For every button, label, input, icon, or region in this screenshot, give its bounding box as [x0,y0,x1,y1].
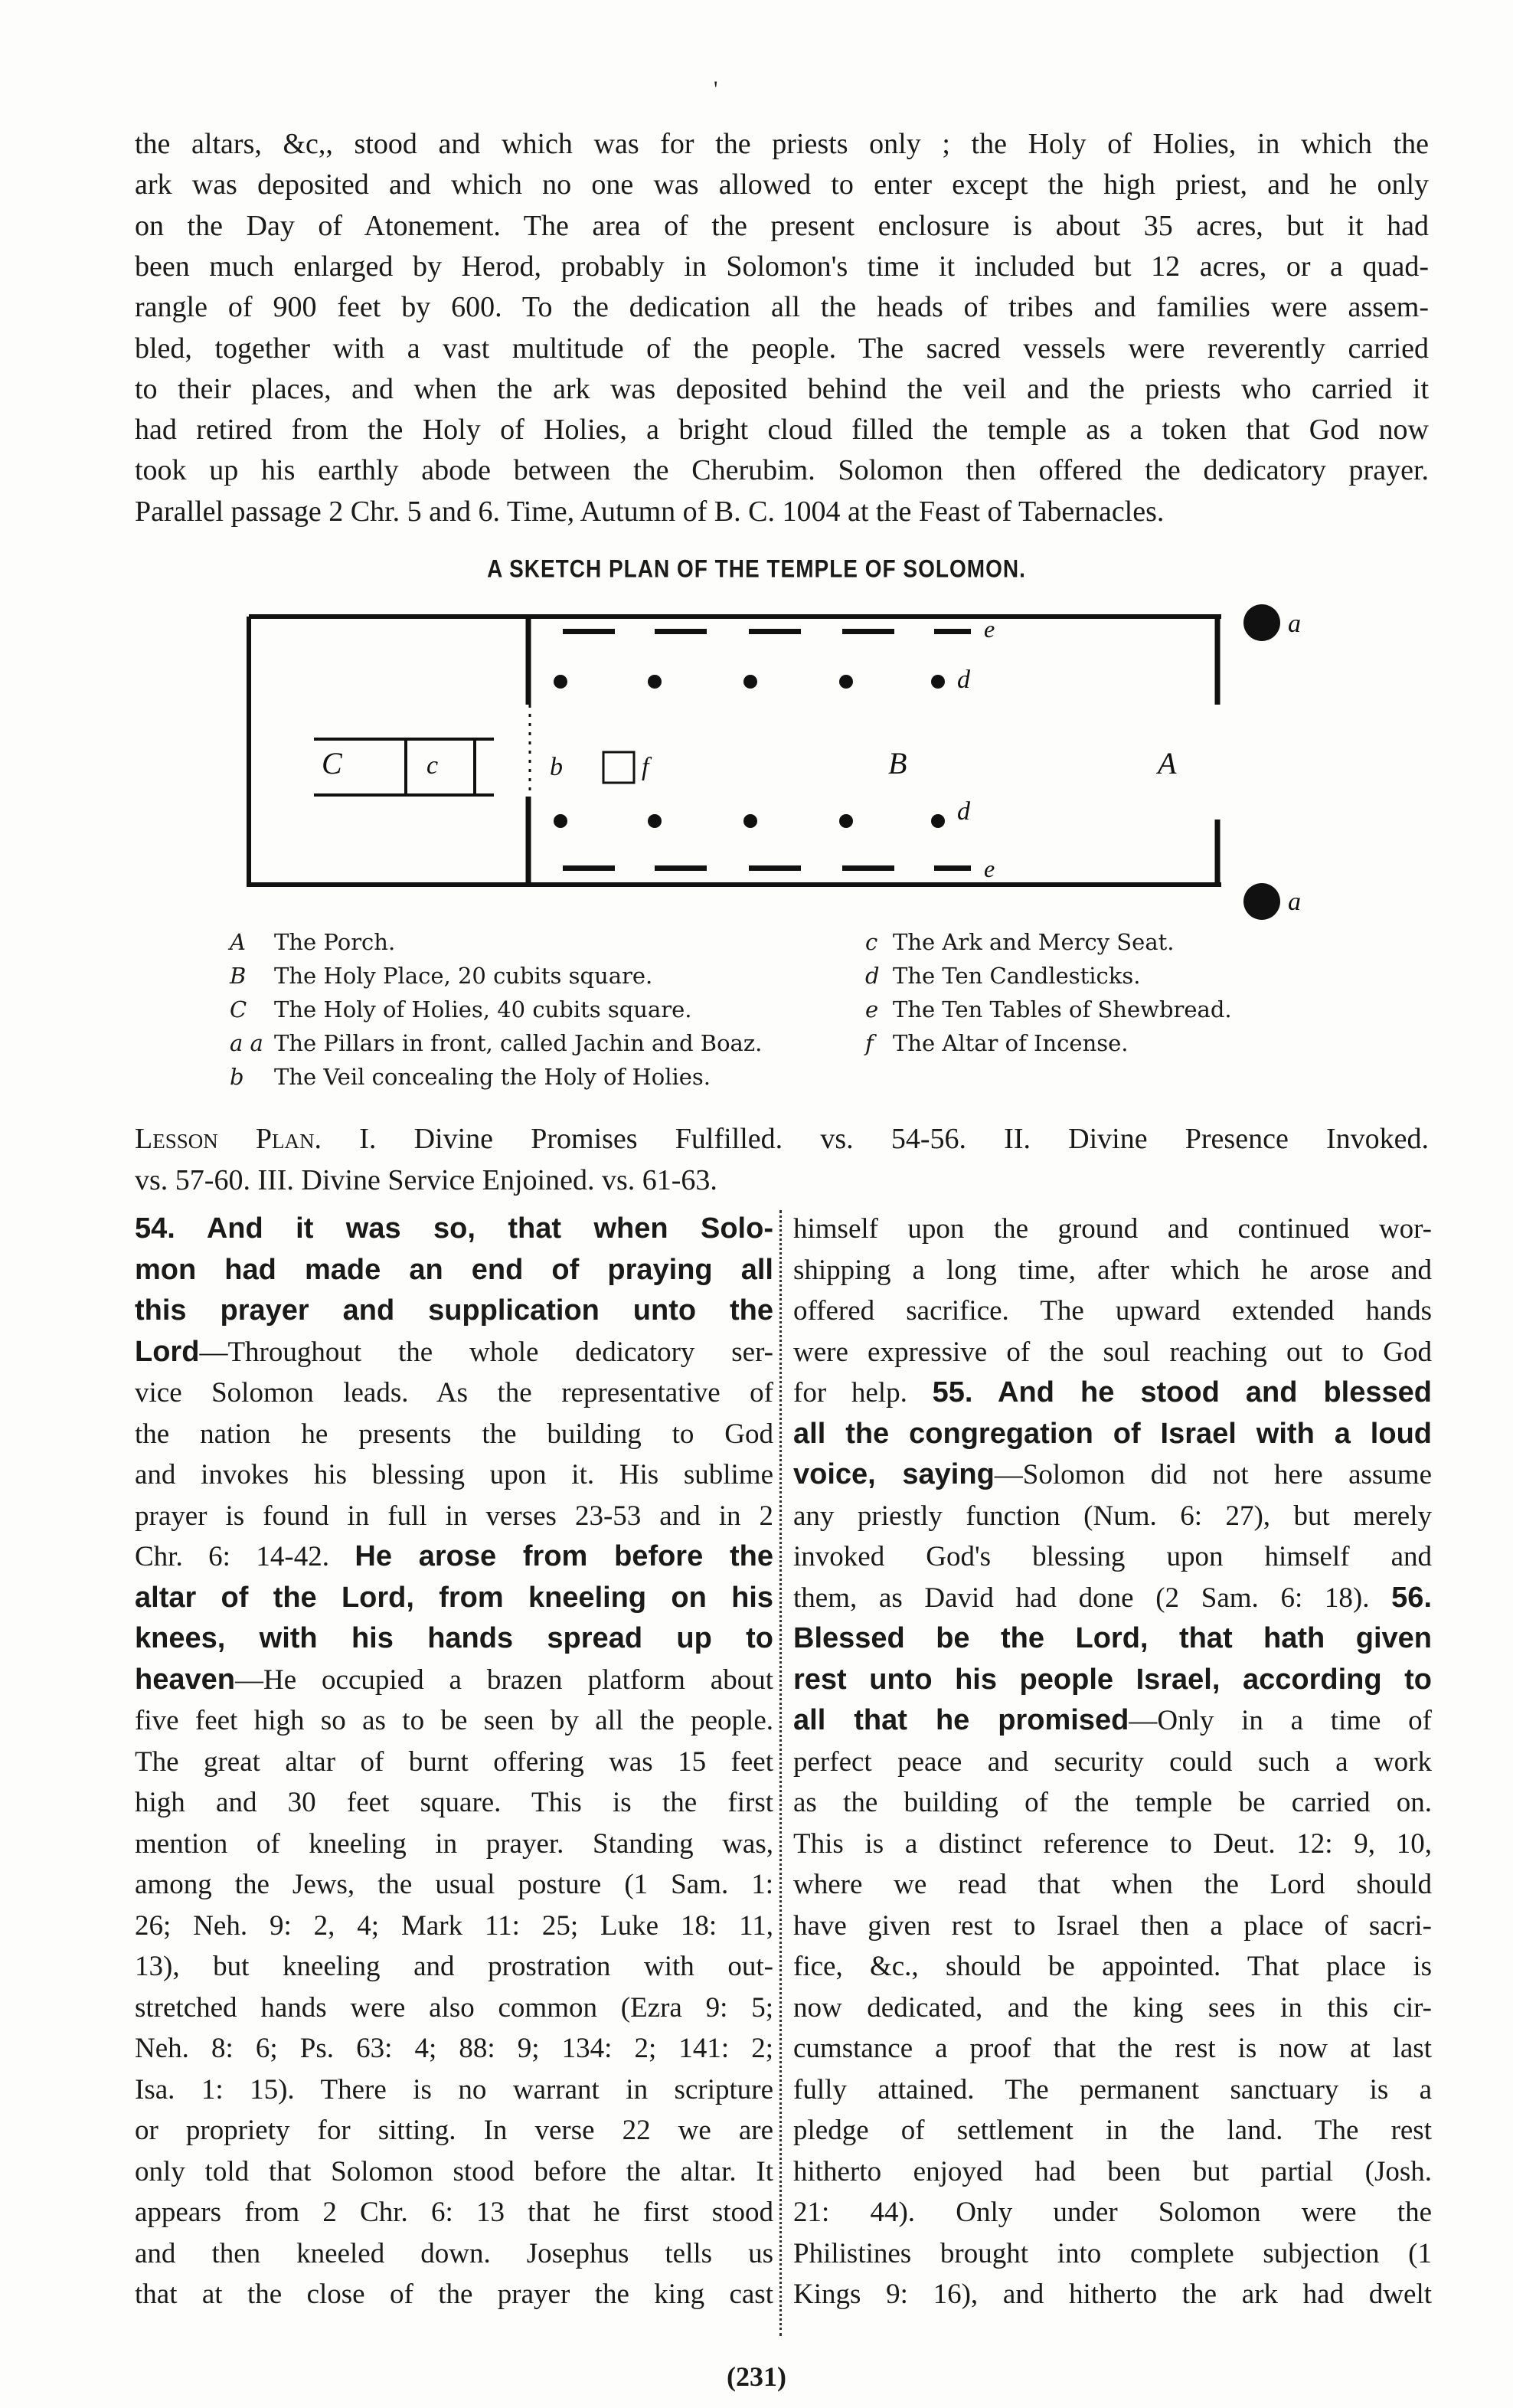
commentary-text: hitherto enjoyed had been but partial (Josh. [793,2155,1432,2187]
legend-row: a a The Pillars in front, called Jachin and Boaz. [230,1030,763,1056]
intro-line: rangle of 900 feet by 600. To the dedication all the heads of tribes and families were assem- [135,291,1429,324]
bold-verse-text: Blessed be the Lord, that hath given [793,1622,1432,1654]
column-line [135,1209,773,1250]
commentary-text: —He occupied a brazen platform about [234,1664,773,1696]
column-line [793,1536,1432,1578]
bold-verse-text: all that he promised [793,1704,1129,1736]
bold-verse-text: knees, with his hands spread up to [135,1622,773,1654]
column-line [135,1618,773,1660]
column-line [135,1454,773,1496]
commentary-text: fice, &c., should be appointed. That place is [793,1951,1432,1982]
commentary-text: the nation he presents the building to God [135,1418,773,1450]
intro-line: to their places, and when the ark was deposited behind the veil and the priests who carried it [135,372,1429,405]
commentary-text: shipping a long time, after which he arose and [793,1254,1432,1286]
commentary-text: and invokes his blessing upon it. His sublime [135,1459,773,1490]
column-line [135,1496,773,1537]
column-line [135,1946,773,1988]
commentary-text: The great altar of burnt offering was 15 feet [135,1745,773,1778]
bold-verse-text: heaven [135,1663,235,1696]
left-column [135,1209,773,2315]
commentary-text: for help. [793,1377,933,1408]
commentary-text: them, as David had done (2 Sam. 6: 18). [793,1582,1392,1614]
column-line [793,2151,1432,2193]
commentary-text: now dedicated, and the king sees in this cir- [793,1991,1432,2024]
commentary-text: that at the close of the prayer the king cast [135,2279,773,2310]
column-line [135,2274,773,2315]
column-line [793,1332,1432,1373]
commentary-text: himself upon the ground and continued wor- [793,1213,1432,1245]
lesson-plan-text-1: I. Divine Promises Fulfilled. vs. 54-56. II. Divine Presence Invoked. [359,1123,1430,1155]
legend-row: f The Altar of Incense. [865,1030,1129,1056]
intro-line: the altars, &c,, stood and which was for the priests only ; the Holy of Holies, in which the [135,128,1429,160]
column-line [793,2233,1432,2275]
intro-line: been much enlarged by Herod, probably in Solomon's time it included but 12 acres, or a quad- [135,250,1429,283]
legend-row: B The Holy Place, 20 cubits square. [230,963,653,989]
intro-line: on the Day of Atonement. The area of the present enclosure is about 35 acres, but it had [135,209,1429,242]
commentary-text: 13), but kneeling and prostration with out- [135,1951,773,1982]
commentary-text: where we read that when the Lord should [793,1869,1432,1900]
column-line [135,1824,773,1865]
column-line [793,2028,1432,2069]
column-line [135,2192,773,2233]
column-line [135,1660,773,1701]
column-line [793,2192,1432,2233]
column-line [793,1454,1432,1496]
shewbread-tables [563,629,971,871]
commentary-text: —Solomon did not here assume [994,1459,1432,1490]
column-line [793,1946,1432,1988]
column-line [135,1414,773,1455]
column-line [135,2151,773,2193]
column-line [793,1496,1432,1537]
legend-row: d The Ten Candlesticks. [865,963,1141,989]
intro-line: Parallel passage 2 Chr. 5 and 6. Time, Autumn of B. C. 1004 at the Feast of Tabernacles. [135,495,1165,528]
commentary-text: Isa. 1: 15). There is no warrant in scripture [135,2073,773,2105]
column-line [793,2274,1432,2315]
commentary-text: among the Jews, the usual posture (1 Sam. 1: [135,1869,773,1900]
right-column [793,1209,1432,2315]
intro-line: bled, together with a vast multitude of the people. The sacred vessels were reverently carried [135,332,1429,365]
label-A: A [1158,746,1177,780]
label-d-bottom: d [957,797,970,826]
label-d-top: d [957,666,970,694]
commentary-text: appears from 2 Chr. 6: 13 that he first stood [135,2197,773,2228]
label-b: b [550,753,563,781]
legend-row: e The Ten Tables of Shewbread. [865,996,1232,1022]
column-line [135,1864,773,1906]
column-line [793,1988,1432,2029]
bold-verse-text: altar of the Lord, from kneeling on his [135,1581,773,1614]
commentary-text: Neh. 8: 6; Ps. 63: 4; 88: 9; 134: 2; 141: 2; [135,2033,773,2064]
label-C: C [322,746,342,780]
altar-of-incense [603,752,634,783]
legend-row: A The Porch. [230,929,396,955]
commentary-text: any priestly function (Num. 6: 27), but merely [793,1500,1432,1532]
column-line [793,1660,1432,1701]
lesson-plan-line-2: vs. 57-60. III. Divine Service Enjoined. vs. 61-63. [135,1164,717,1196]
commentary-text: —Throughout the whole dedicatory ser- [199,1336,773,1368]
column-line [793,1209,1432,1250]
column-line [135,1332,773,1373]
label-f: f [642,753,649,781]
bold-verse-text: all the congregation of Israel with a loud [793,1417,1432,1450]
commentary-text: have given rest to Israel then a place of sacri- [793,1909,1432,1942]
column-line [135,2028,773,2069]
column-line [135,1782,773,1824]
commentary-text: pledge of settlement in the land. The rest [793,2115,1432,2146]
commentary-text: stretched hands were also common (Ezra 9: 5; [135,1991,773,2024]
intro-line: took up his earthly abode between the Cherubim. Solomon then offered the dedicatory prayer. [135,454,1429,487]
column-divider [779,1210,782,2336]
column-line [135,1536,773,1578]
column-line [135,1578,773,1619]
column-line [135,1700,773,1742]
commentary-text: Kings 9: 16), and hitherto the ark had dwelt [793,2279,1432,2310]
commentary-text: invoked God's blessing upon himself and [793,1541,1432,1572]
bold-verse-text: rest unto his people Israel, according to [793,1663,1432,1696]
label-e-top: e [984,615,995,643]
column-line [135,2110,773,2151]
commentary-text: offered sacrifice. The upward extended hands [793,1295,1432,1327]
commentary-text: 26; Neh. 9: 2, 4; Mark 11: 25; Luke 18: 11, [135,1909,773,1942]
column-line [793,1864,1432,1906]
commentary-text: five feet high so as to be seen by all the people. [135,1705,773,1736]
column-line [793,1618,1432,1660]
commentary-text: as the building of the temple be carried on. [793,1787,1432,1818]
legend-left [230,925,762,1094]
legend-right [865,925,1232,1060]
figure-title: A SKETCH PLAN OF THE TEMPLE OF SOLOMON. [487,555,1026,583]
column-line [135,2233,773,2275]
column-line [793,1250,1432,1291]
legend-row: C The Holy of Holies, 40 cubits square. [230,996,692,1022]
lesson-plan-label: Lesson Plan. [135,1123,322,1155]
column-line [793,1372,1432,1414]
lesson-plan-line-1 [135,1118,1429,1160]
commentary-text: perfect peace and security could such a work [793,1745,1432,1778]
column-line [793,1742,1432,1783]
column-line [135,1988,773,2029]
commentary-text: vice Solomon leads. As the representative of [135,1377,773,1408]
commentary-text: were expressive of the soul reaching out to God [793,1336,1432,1368]
bold-verse-text: this prayer and supplication unto the [135,1294,773,1327]
page-number: (231) [727,2361,786,2392]
top-mark: ' [714,77,718,102]
commentary-text: Chr. 6: 14-42. [135,1541,355,1572]
column-line [793,1782,1432,1824]
legend-row: b The Veil concealing the Holy of Holies. [230,1064,711,1090]
column-line [135,1906,773,1947]
pillars [1243,604,1280,920]
label-c: c [426,751,439,780]
column-line [135,1291,773,1332]
commentary-text: fully attained. The permanent sanctuary is a [793,2073,1432,2105]
commentary-text: prayer is found in full in verses 23-53 and in 2 [135,1500,773,1532]
bold-verse-text: 54. And it was so, that when Solo- [135,1212,773,1245]
column-line [135,2069,773,2111]
commentary-text: 21: 44). Only under Solomon were the [793,2197,1432,2228]
commentary-text: or propriety for sitting. In verse 22 we are [135,2115,773,2146]
commentary-text: and then kneeled down. Josephus tells us [135,2237,773,2269]
commentary-text: —Only in a time of [1129,1705,1432,1736]
column-line [793,1291,1432,1332]
column-line [793,2110,1432,2151]
label-B: B [888,746,907,780]
column-line [793,2069,1432,2111]
bold-verse-text: He arose from before the [355,1540,773,1572]
label-a-top: a [1288,610,1301,638]
commentary-text: cumstance a proof that the rest is now at last [793,2033,1432,2064]
column-line [793,1578,1432,1619]
intro-line: had retired from the Holy of Holies, a bright cloud filled the temple as a token that God now [135,414,1429,447]
commentary-text: high and 30 feet square. This is the first [135,1787,773,1818]
commentary-text: Philistines brought into complete subjection (1 [793,2237,1432,2269]
bold-verse-text: 55. And he stood and blessed [932,1376,1432,1408]
intro-line: ark was deposited and which no one was allowed to enter except the high priest, and he only [135,168,1429,201]
column-line [793,1700,1432,1742]
column-line [793,1906,1432,1947]
label-e-bottom: e [984,855,995,882]
bold-verse-text: mon had made an end of praying all [135,1253,773,1286]
commentary-text: mention of kneeling in prayer. Standing was, [135,1827,773,1860]
column-line [135,1372,773,1414]
commentary-text: This is a distinct reference to Deut. 12: 9, 10, [793,1827,1432,1860]
label-a-bottom: a [1288,888,1301,916]
column-line [135,1250,773,1291]
legend-row: c The Ark and Mercy Seat. [865,929,1175,955]
outer-wall [249,617,1221,885]
commentary-text: only told that Solomon stood before the altar. It [135,2155,773,2187]
bold-verse-text: 56. [1391,1581,1432,1614]
column-line [793,1414,1432,1455]
bold-verse-text: Lord [135,1335,200,1368]
column-line [793,1824,1432,1865]
column-line [135,1742,773,1783]
bold-verse-text: voice, saying [793,1458,995,1490]
temple-plan [230,590,1317,927]
